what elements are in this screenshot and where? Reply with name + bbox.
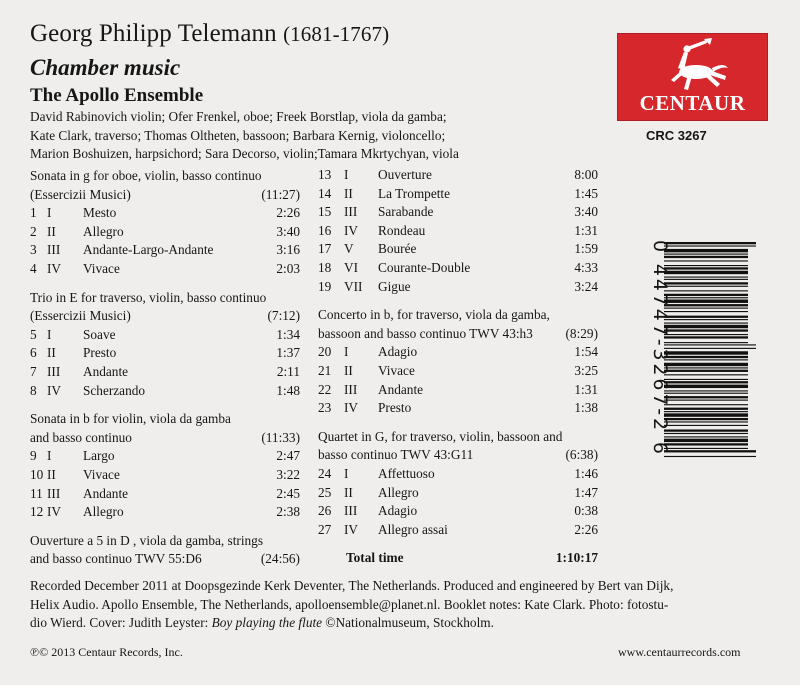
work-heading-last bbox=[30, 429, 300, 448]
work-heading: Ouverture a 5 in D , viola da gamba, strings bbox=[30, 532, 264, 548]
track-duration: 3:22 bbox=[276, 466, 300, 482]
credits bbox=[30, 577, 770, 633]
credits-line: Recorded December 2011 at Doopsgezinde Kerk Deventer, The Netherlands. Produced and engineered by Bert van Dijk, bbox=[30, 578, 674, 593]
performers-line: Kate Clark, traverso; Thomas Oltheten, bassoon; Barbara Kernig, violoncello; bbox=[30, 127, 446, 143]
barcode-bar bbox=[664, 418, 748, 420]
track-duration: 3:16 bbox=[276, 242, 300, 258]
barcode-bar bbox=[664, 286, 748, 287]
movement-number: II bbox=[47, 466, 56, 482]
credits-text: ©Nationalmuseum, Stockholm. bbox=[322, 615, 494, 631]
movement-number: III bbox=[344, 503, 358, 519]
barcode-bar bbox=[664, 319, 748, 320]
movement-title: Courante-Double bbox=[378, 259, 471, 275]
barcode-bar bbox=[664, 367, 748, 368]
group-spacer bbox=[30, 279, 300, 289]
barcode-bar bbox=[664, 267, 748, 269]
track-duration: 1:37 bbox=[276, 345, 300, 361]
track-row bbox=[318, 203, 598, 222]
barcode-bar bbox=[664, 308, 748, 309]
barcode-bar bbox=[664, 433, 748, 434]
track-number: 23 bbox=[318, 400, 332, 416]
barcode-bar bbox=[664, 290, 748, 291]
barcode-bar bbox=[664, 400, 748, 401]
track-number: 5 bbox=[30, 326, 37, 342]
track-number: 18 bbox=[318, 259, 332, 275]
program-column-left bbox=[30, 167, 300, 569]
movement-title: Allegro bbox=[83, 504, 124, 520]
track-duration: 2:47 bbox=[276, 448, 300, 464]
barcode-bar bbox=[664, 271, 748, 274]
track-row bbox=[30, 326, 300, 345]
track-duration: 3:40 bbox=[574, 204, 598, 220]
work-duration: (8:29) bbox=[565, 325, 598, 341]
track-duration: 1:54 bbox=[574, 344, 598, 360]
barcode-bar bbox=[664, 393, 748, 394]
barcode-bar bbox=[664, 260, 748, 261]
barcode-bar bbox=[664, 374, 748, 375]
barcode-bar bbox=[664, 336, 748, 338]
barcode-bar bbox=[664, 279, 748, 280]
track-duration: 2:45 bbox=[276, 485, 300, 501]
track-number: 6 bbox=[30, 345, 37, 361]
movement-title: Andante bbox=[83, 363, 129, 379]
movement-title: Andante bbox=[378, 381, 424, 397]
movement-title: Mesto bbox=[83, 205, 117, 221]
work-heading: Concerto in b, for traverso, viola da gamba, bbox=[318, 307, 550, 323]
work-heading-text: and basso continuo TWV 55:D6 bbox=[30, 551, 202, 567]
group-spacer bbox=[30, 522, 300, 532]
track-duration: 3:25 bbox=[574, 362, 598, 378]
barcode-bar bbox=[664, 436, 748, 437]
barcode-bar bbox=[664, 363, 748, 366]
barcode-bar bbox=[664, 300, 748, 303]
artwork-title: Boy playing the flute bbox=[211, 615, 323, 631]
barcode-bar bbox=[664, 294, 748, 296]
performers-list bbox=[30, 108, 590, 164]
track-row bbox=[318, 362, 598, 381]
work-heading-text: (Essercizii Musici) bbox=[30, 308, 131, 324]
track-row bbox=[30, 382, 300, 401]
movement-title: Vivace bbox=[378, 362, 415, 378]
barcode-bar bbox=[664, 325, 748, 328]
barcode-bar bbox=[664, 323, 748, 324]
barcode-bar bbox=[664, 304, 748, 306]
copyright: ℗© 2013 Centaur Records, Inc. bbox=[30, 645, 183, 659]
work-duration: (7:12) bbox=[267, 308, 300, 324]
track-duration: 2:26 bbox=[574, 521, 598, 537]
work-duration: (6:38) bbox=[565, 447, 598, 463]
track-duration: 1:34 bbox=[276, 326, 300, 342]
track-row bbox=[318, 166, 598, 185]
total-time-value: 1:10:17 bbox=[555, 550, 598, 566]
track-duration: 0:38 bbox=[574, 503, 598, 519]
composer-heading bbox=[30, 20, 389, 48]
barcode-bar bbox=[664, 249, 748, 252]
movement-title: Sarabande bbox=[378, 204, 434, 220]
track-row bbox=[30, 223, 300, 242]
track-number: 12 bbox=[30, 504, 44, 520]
track-duration: 8:00 bbox=[574, 167, 598, 182]
group-spacer bbox=[30, 400, 300, 410]
movement-title: Presto bbox=[378, 400, 412, 416]
work-heading-text: (Essercizii Musici) bbox=[30, 186, 131, 202]
barcode-bar bbox=[664, 390, 748, 391]
track-row bbox=[30, 204, 300, 223]
barcode-bar bbox=[664, 439, 748, 442]
track-number: 1 bbox=[30, 205, 37, 221]
barcode-bar bbox=[664, 254, 748, 255]
movement-title: Soave bbox=[83, 326, 116, 342]
track-duration: 1:48 bbox=[276, 382, 300, 398]
track-duration: 1:38 bbox=[574, 400, 598, 416]
track-number: 21 bbox=[318, 362, 332, 378]
work-heading-last bbox=[30, 186, 300, 205]
track-number: 20 bbox=[318, 344, 332, 360]
barcode-bar bbox=[664, 256, 748, 258]
movement-number: IV bbox=[344, 400, 359, 416]
performers-line: David Rabinovich violin; Ofer Frenkel, oboe; Freek Borstlap, viola da gamba; bbox=[30, 109, 447, 124]
barcode-bar bbox=[664, 370, 748, 372]
movement-number: I bbox=[47, 326, 52, 342]
track-duration: 3:24 bbox=[574, 278, 598, 294]
movement-number: VII bbox=[344, 278, 363, 294]
movement-number: I bbox=[344, 465, 349, 481]
track-number: 7 bbox=[30, 363, 37, 379]
work-heading-last bbox=[30, 550, 300, 569]
barcode-bar bbox=[664, 344, 756, 345]
track-duration: 1:46 bbox=[574, 465, 598, 481]
track-row bbox=[30, 485, 300, 504]
ensemble-name: The Apollo Ensemble bbox=[30, 85, 204, 106]
track-number: 25 bbox=[318, 484, 332, 500]
track-row bbox=[318, 521, 598, 540]
barcode bbox=[640, 240, 760, 460]
barcode-bar bbox=[664, 329, 748, 331]
track-row bbox=[318, 399, 598, 418]
barcode-bar bbox=[664, 359, 748, 360]
work-heading-last bbox=[30, 307, 300, 326]
track-row bbox=[30, 503, 300, 522]
movement-title: Allegro assai bbox=[378, 521, 448, 537]
movement-title: Rondeau bbox=[378, 222, 426, 238]
track-number: 27 bbox=[318, 521, 332, 537]
work-group bbox=[30, 167, 300, 279]
work-heading: Quartet in G, for traverso, violin, bassoon and bbox=[318, 428, 563, 444]
barcode-bar bbox=[664, 381, 748, 383]
track-row bbox=[318, 222, 598, 241]
barcode-bar bbox=[664, 297, 748, 298]
work-group bbox=[30, 289, 300, 401]
track-duration: 1:45 bbox=[574, 185, 598, 201]
track-number: 8 bbox=[30, 382, 37, 398]
movement-number: III bbox=[47, 363, 61, 379]
work-heading-text: bassoon and basso continuo TWV 43:h3 bbox=[318, 325, 533, 341]
barcode-bar bbox=[664, 385, 748, 388]
total-time-label: Total time bbox=[346, 550, 404, 566]
movement-number: IV bbox=[47, 260, 62, 276]
track-duration: 1:59 bbox=[574, 241, 598, 257]
barcode-bar bbox=[664, 242, 756, 244]
movement-title: Adagio bbox=[378, 503, 418, 519]
work-group bbox=[30, 410, 300, 522]
track-duration: 2:38 bbox=[276, 504, 300, 520]
track-duration: 2:03 bbox=[276, 260, 300, 276]
movement-title: Ouverture bbox=[378, 167, 432, 182]
track-row bbox=[318, 381, 598, 400]
track-number: 26 bbox=[318, 503, 332, 519]
work-heading-text: and basso continuo bbox=[30, 429, 132, 445]
barcode-bar bbox=[664, 348, 756, 349]
movement-title: Vivace bbox=[83, 260, 120, 276]
movement-number: IV bbox=[344, 521, 359, 537]
movement-number: III bbox=[47, 485, 61, 501]
group-spacer bbox=[318, 418, 598, 428]
credits-text: dio Wierd. Cover: Judith Leyster: bbox=[30, 615, 212, 631]
track-number: 17 bbox=[318, 241, 332, 257]
centaur-icon bbox=[654, 38, 732, 94]
barcode-bar bbox=[664, 334, 748, 335]
barcode-bar bbox=[664, 316, 748, 318]
movement-number: IV bbox=[47, 382, 62, 398]
barcode-digits: 0 44747-3267-2 6 bbox=[649, 240, 671, 454]
barcode-bar bbox=[664, 379, 748, 380]
movement-number: III bbox=[344, 381, 358, 397]
barcode-bar bbox=[664, 408, 748, 410]
movement-title: Adagio bbox=[378, 344, 418, 360]
track-duration: 3:40 bbox=[276, 223, 300, 239]
track-number: 2 bbox=[30, 223, 37, 239]
track-duration: 1:31 bbox=[574, 381, 598, 397]
work-duration: (11:27) bbox=[261, 186, 300, 202]
website-link[interactable]: www.centaurrecords.com bbox=[618, 645, 741, 659]
track-row bbox=[318, 278, 598, 297]
work-heading-last bbox=[318, 446, 598, 465]
work-group bbox=[318, 166, 598, 296]
movement-title: Allegro bbox=[83, 223, 124, 239]
work-title: Chamber music bbox=[30, 55, 181, 80]
track-number: 19 bbox=[318, 278, 332, 294]
movement-title: Largo bbox=[83, 448, 115, 464]
movement-number: I bbox=[344, 167, 349, 182]
track-number: 15 bbox=[318, 204, 332, 220]
barcode-bar bbox=[664, 443, 748, 445]
composer-name: Georg Philipp Telemann bbox=[30, 20, 277, 47]
track-duration: 2:11 bbox=[276, 363, 300, 379]
track-number: 10 bbox=[30, 466, 44, 482]
composer-years: (1681-1767) bbox=[283, 22, 390, 46]
barcode-bar bbox=[664, 411, 748, 412]
program-column-right bbox=[318, 166, 598, 568]
movement-number: II bbox=[47, 345, 56, 361]
track-number: 9 bbox=[30, 448, 37, 464]
track-row bbox=[318, 484, 598, 503]
movement-title: Presto bbox=[83, 345, 117, 361]
movement-number: II bbox=[47, 223, 56, 239]
barcode-bar bbox=[664, 404, 748, 405]
track-number: 16 bbox=[318, 222, 332, 238]
credits-line bbox=[30, 614, 770, 633]
track-row bbox=[318, 185, 598, 204]
track-duration: 1:31 bbox=[574, 222, 598, 238]
movement-number: VI bbox=[344, 259, 359, 275]
barcode-bar bbox=[664, 448, 748, 449]
barcode-bar bbox=[664, 396, 748, 398]
movement-number: II bbox=[344, 484, 353, 500]
track-number: 11 bbox=[30, 485, 43, 501]
work-heading-last bbox=[318, 325, 598, 344]
movement-number: I bbox=[47, 205, 52, 221]
track-row bbox=[30, 466, 300, 485]
track-row bbox=[318, 259, 598, 278]
catalog-number: CRC 3267 bbox=[646, 128, 707, 143]
track-row bbox=[30, 241, 300, 260]
barcode-bar bbox=[664, 450, 756, 452]
movement-title: Allegro bbox=[378, 484, 419, 500]
track-row bbox=[318, 343, 598, 362]
movement-title: Vivace bbox=[83, 466, 120, 482]
barcode-bar bbox=[664, 413, 748, 416]
track-duration: 1:47 bbox=[574, 484, 598, 500]
track-row bbox=[318, 465, 598, 484]
work-duration: (11:33) bbox=[261, 429, 300, 445]
work-heading: Sonata in b for violin, viola da gamba bbox=[30, 411, 231, 427]
movement-number: V bbox=[344, 241, 354, 257]
movement-title: Scherzando bbox=[83, 382, 146, 398]
track-number: 22 bbox=[318, 381, 332, 397]
movement-number: II bbox=[344, 185, 353, 201]
track-row bbox=[318, 240, 598, 259]
logo-text: CENTAUR bbox=[639, 91, 746, 115]
movement-number: IV bbox=[47, 504, 62, 520]
track-row bbox=[30, 363, 300, 382]
track-row bbox=[318, 502, 598, 521]
track-number: 24 bbox=[318, 465, 332, 481]
barcode-bar bbox=[664, 277, 748, 278]
movement-number: I bbox=[344, 344, 349, 360]
movement-number: III bbox=[47, 242, 61, 258]
movement-number: III bbox=[344, 204, 358, 220]
work-heading: Trio in E for traverso, violin, basso continuo bbox=[30, 289, 267, 305]
barcode-bar bbox=[664, 311, 748, 312]
movement-title: La Trompette bbox=[378, 185, 451, 201]
track-duration: 4:33 bbox=[574, 259, 598, 275]
work-group bbox=[318, 428, 598, 540]
group-spacer bbox=[318, 296, 598, 306]
track-row bbox=[30, 344, 300, 363]
track-row bbox=[30, 447, 300, 466]
movement-title: Affettuoso bbox=[378, 465, 435, 481]
barcode-bar bbox=[664, 456, 756, 457]
track-number: 3 bbox=[30, 242, 37, 258]
barcode-bar bbox=[664, 265, 748, 266]
barcode-bar bbox=[664, 245, 756, 246]
track-number: 13 bbox=[318, 167, 332, 182]
work-heading: Sonata in g for oboe, violin, basso continuo bbox=[30, 168, 262, 183]
movement-title: Andante-Largo-Andante bbox=[83, 242, 214, 258]
group-spacer bbox=[318, 539, 598, 549]
track-row bbox=[30, 260, 300, 279]
barcode-bar bbox=[664, 351, 748, 354]
track-number: 4 bbox=[30, 260, 37, 276]
barcode-bar bbox=[664, 282, 748, 284]
movement-number: IV bbox=[344, 222, 359, 238]
barcode-bar bbox=[664, 342, 748, 343]
track-duration: 2:26 bbox=[276, 205, 300, 221]
barcode-bar bbox=[664, 429, 748, 431]
barcode-bar bbox=[664, 421, 748, 422]
barcode-bar bbox=[664, 356, 748, 358]
centaur-logo bbox=[617, 33, 768, 121]
barcode-bar bbox=[664, 425, 748, 426]
work-duration: (24:56) bbox=[260, 551, 300, 567]
credits-line: Helix Audio. Apollo Ensemble, The Netherlands, apolloensemble@planet.nl. Booklet notes: Kate Clark. Photo: fotostu- bbox=[30, 596, 669, 612]
performers-line: Marion Boshuizen, harpsichord; Sara Decorso, violin;Tamara Mkrtychyan, viola bbox=[30, 146, 459, 161]
work-group bbox=[318, 306, 598, 418]
movement-title: Andante bbox=[83, 485, 129, 501]
total-time-row bbox=[318, 549, 598, 568]
movement-number: II bbox=[344, 362, 353, 378]
movement-number: I bbox=[47, 448, 52, 464]
work-group bbox=[30, 532, 300, 569]
movement-title: Gigue bbox=[378, 278, 411, 294]
barcode-bars bbox=[664, 242, 756, 457]
movement-title: Bourée bbox=[378, 241, 417, 257]
work-heading-text: basso continuo TWV 43:G11 bbox=[318, 447, 474, 463]
track-number: 14 bbox=[318, 185, 332, 201]
